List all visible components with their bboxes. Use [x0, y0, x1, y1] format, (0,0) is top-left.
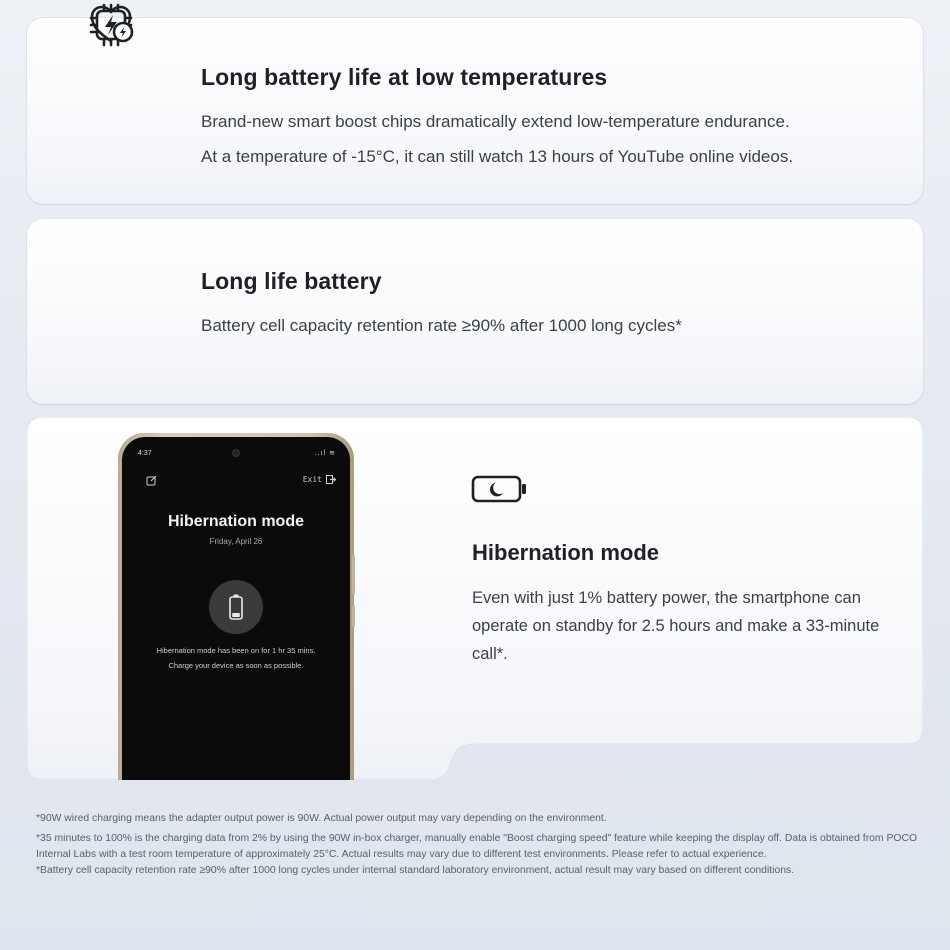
feature-description-line: At a temperature of -15°C, it can still watch 13 hours of YouTube online videos. [201, 147, 794, 166]
exit-button[interactable] [303, 475, 336, 484]
phone-mockup [118, 433, 354, 780]
footnotes [36, 811, 921, 883]
charge-reminder: Charge your device as soon as possible. [168, 661, 304, 670]
exit-icon [326, 475, 336, 484]
phone-side-button [352, 555, 355, 595]
phone-screen [122, 437, 350, 780]
feature-title: Long life battery [201, 268, 382, 294]
phone-clock: 4:37 [138, 450, 152, 457]
phone-side-button [352, 605, 355, 627]
front-camera [233, 450, 239, 456]
hibernation-message: Hibernation mode has been on for 1 hr 35 mins. [156, 646, 316, 655]
edit-icon[interactable] [146, 473, 157, 484]
feature-description-line: Brand-new smart boost chips dramatically extend low-temperature endurance. [201, 112, 790, 131]
footnote: *90W wired charging means the adapter output power is 90W. Actual power output may vary depending on the environment. [36, 813, 607, 824]
footnote: *35 minutes to 100% is the charging data from 2% by using the 90W in-box charger, manually enable "Boost charging speed" feature while keeping the display off. Data is obtained from POCO Internal Labs with a test room temperature of approximately 25°C. Actual results may vary due to different test environments. Please refer to actual experience. [36, 833, 918, 860]
footnote: *Battery cell capacity retention rate ≥90% after 1000 long cycles under internal standard laboratory environment, actual result may vary based on different conditions. [36, 865, 795, 876]
hibernation-title: Hibernation mode [472, 540, 660, 565]
feature-title: Long battery life at low temperatures [201, 64, 608, 90]
feature-description-line: Battery cell capacity retention rate ≥90% after 1000 long cycles* [201, 316, 682, 335]
hibernation-description: Even with just 1% battery power, the smartphone can operate on standby for 2.5 hours and make a 33-minute call*. [472, 589, 880, 663]
battery-status-circle [209, 580, 263, 634]
battery-low-icon [209, 580, 263, 634]
phone-date: Friday, April 26 [209, 537, 263, 546]
signal-wifi-icon: ..ıl ≋ [314, 450, 336, 457]
phone-screen-title: Hibernation mode [167, 513, 304, 530]
exit-label: Exit [302, 475, 322, 484]
heart-lightning-icon [86, 0, 136, 50]
battery-moon-icon [471, 474, 529, 504]
